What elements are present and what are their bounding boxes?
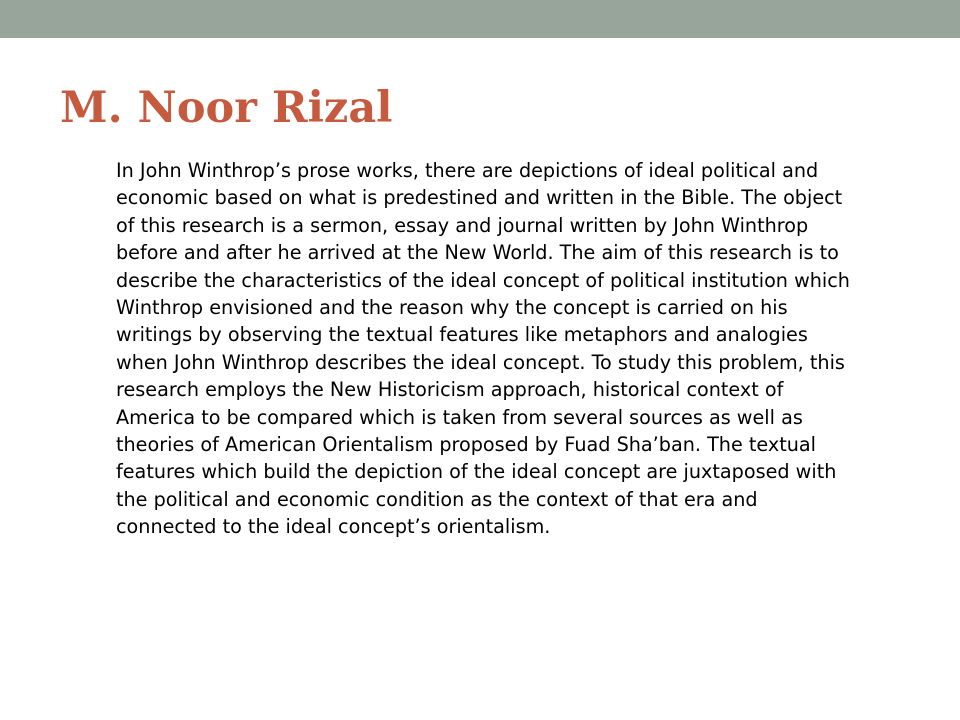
top-accent-bar: [0, 0, 960, 38]
slide-title: M. Noor Rizal: [60, 83, 393, 133]
slide-body-text: In John Winthrop’s prose works, there are depictions of ideal political and economic based on what is predestined and written in the Bible. The object of this research is a sermon, essay and journal written by John Winthrop before and after he arrived at the New World. The aim of this research is to describe the characteristics of the ideal concept of political institution which Winthrop envisioned and the reason why the concept is carried on his writings by observing the textual features like metaphors and analogies when John Winthrop describes the ideal concept. To study this problem, this research employs the New Historicism approach, historical context of America to be compared which is taken from several sources as well as theories of American Orientalism proposed by Fuad Sha’ban. The textual features which build the depiction of the ideal concept are juxtaposed with the political and economic condition as the context of that era and connected to the ideal concept’s orientalism.: [116, 159, 850, 539]
